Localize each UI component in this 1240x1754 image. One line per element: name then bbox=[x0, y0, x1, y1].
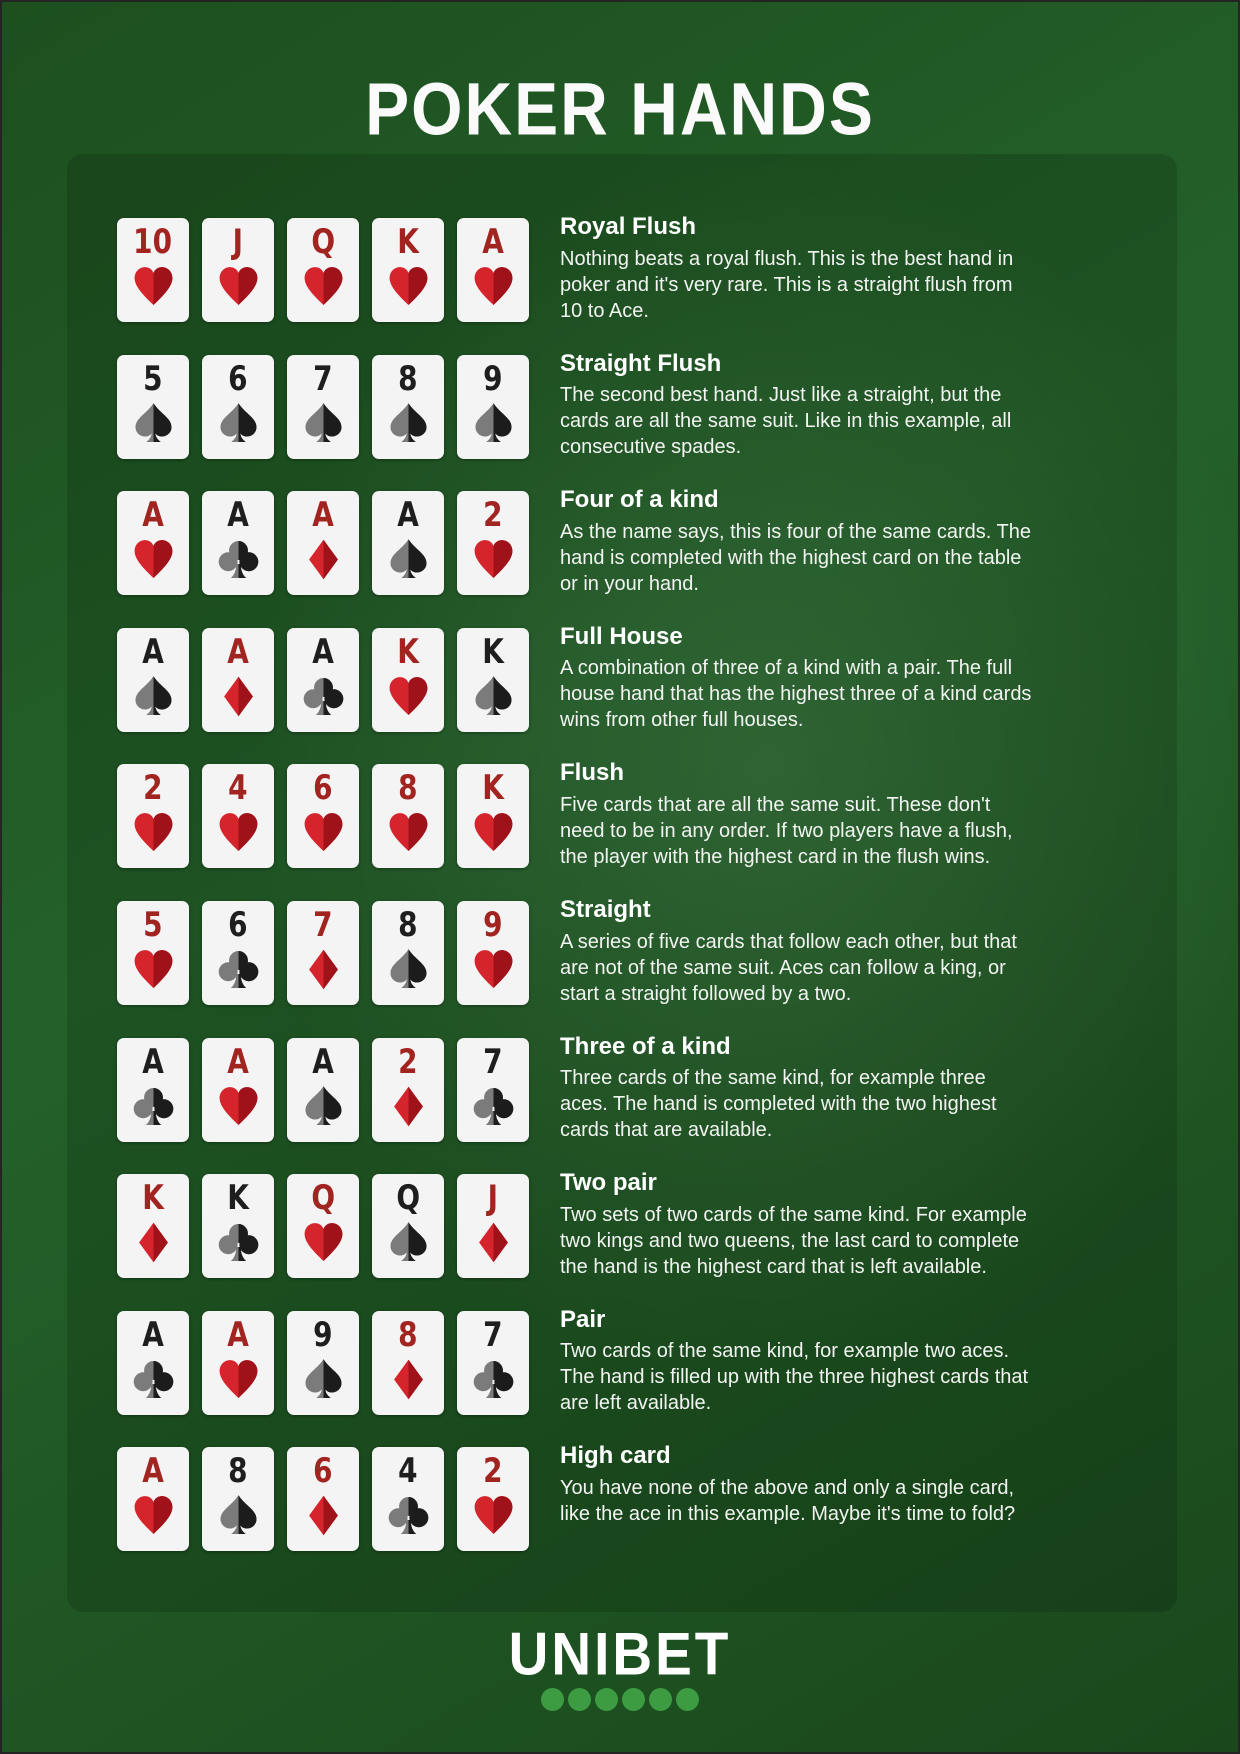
playing-card bbox=[117, 628, 189, 732]
spade-icon bbox=[216, 1493, 261, 1538]
card-rank: 7 bbox=[483, 1314, 503, 1355]
playing-card bbox=[117, 901, 189, 1005]
club-icon bbox=[471, 1084, 516, 1129]
footer bbox=[2, 1619, 1238, 1711]
brand-dot bbox=[622, 1688, 645, 1711]
card-rank: A bbox=[312, 631, 334, 672]
card-rank: J bbox=[232, 222, 244, 262]
spade-icon bbox=[471, 674, 516, 719]
playing-card bbox=[457, 1174, 529, 1278]
card-group bbox=[117, 764, 529, 868]
card-rank: A bbox=[482, 222, 504, 262]
playing-card bbox=[372, 901, 444, 1005]
club-icon bbox=[301, 674, 346, 719]
spade-icon bbox=[301, 1084, 346, 1129]
playing-card bbox=[117, 1447, 189, 1551]
club-icon bbox=[216, 537, 261, 582]
playing-card bbox=[287, 1447, 359, 1551]
spade-icon bbox=[471, 401, 516, 446]
heart-icon bbox=[131, 264, 176, 309]
spade-icon bbox=[131, 401, 176, 446]
card-rank: 4 bbox=[398, 1451, 418, 1492]
hand-row bbox=[117, 1442, 1177, 1551]
heart-icon bbox=[131, 810, 176, 855]
hand-row bbox=[117, 1305, 1177, 1417]
hand-info bbox=[560, 213, 1034, 324]
playing-card bbox=[372, 355, 444, 459]
playing-card bbox=[457, 218, 529, 322]
hand-name: Royal Flush bbox=[560, 213, 697, 240]
heart-icon bbox=[386, 264, 431, 309]
card-rank: 7 bbox=[313, 358, 333, 399]
card-group bbox=[117, 1447, 529, 1551]
playing-card bbox=[287, 628, 359, 732]
card-rank: J bbox=[487, 1178, 499, 1218]
card-rank: 2 bbox=[483, 495, 503, 535]
diamond-icon bbox=[301, 537, 346, 582]
hand-info bbox=[560, 1442, 1034, 1527]
hand-name: Pair bbox=[560, 1305, 606, 1333]
card-rank: 2 bbox=[483, 1451, 503, 1492]
playing-card bbox=[457, 1311, 529, 1415]
hand-info bbox=[560, 1033, 1034, 1144]
card-rank: A bbox=[312, 495, 334, 535]
card-rank: Q bbox=[311, 1178, 335, 1218]
diamond-icon bbox=[131, 1220, 176, 1265]
spade-icon bbox=[386, 947, 431, 992]
playing-card bbox=[202, 901, 274, 1005]
playing-card bbox=[287, 1038, 359, 1142]
playing-card bbox=[457, 1038, 529, 1142]
heart-icon bbox=[216, 1357, 261, 1402]
playing-card bbox=[287, 355, 359, 459]
card-rank: 9 bbox=[313, 1314, 333, 1355]
card-group bbox=[117, 491, 529, 595]
card-rank: 8 bbox=[398, 358, 418, 399]
diamond-icon bbox=[301, 947, 346, 992]
card-rank: A bbox=[227, 631, 249, 672]
card-rank: A bbox=[142, 1041, 164, 1082]
playing-card bbox=[457, 491, 529, 595]
hand-info bbox=[560, 350, 1034, 461]
card-rank: 2 bbox=[398, 1041, 418, 1082]
hand-info bbox=[560, 1306, 1034, 1417]
heart-icon bbox=[471, 1493, 516, 1538]
heart-icon bbox=[471, 947, 516, 992]
card-rank: A bbox=[142, 1314, 164, 1355]
heart-icon bbox=[216, 1084, 261, 1129]
card-rank: 4 bbox=[228, 768, 248, 809]
playing-card bbox=[202, 491, 274, 595]
hand-row bbox=[117, 1032, 1177, 1144]
hand-row bbox=[117, 622, 1177, 734]
heart-icon bbox=[131, 537, 176, 582]
hand-description: Three cards of the same kind, for example three aces. The hand is completed with the two highest cards that are available. bbox=[560, 1067, 997, 1142]
card-group bbox=[117, 1038, 529, 1142]
playing-card bbox=[202, 1311, 274, 1415]
hand-info bbox=[560, 759, 1034, 870]
playing-card bbox=[372, 218, 444, 322]
diamond-icon bbox=[471, 1220, 516, 1265]
playing-card bbox=[202, 218, 274, 322]
hand-row bbox=[117, 759, 1177, 870]
playing-card bbox=[117, 1174, 189, 1278]
playing-card bbox=[117, 764, 189, 868]
hand-description: Two sets of two cards of the same kind. For example two kings and two queens, the last card to complete the hand is the highest card that is left available. bbox=[560, 1203, 1027, 1278]
hand-row bbox=[117, 1169, 1177, 1280]
hand-row bbox=[117, 895, 1177, 1007]
playing-card bbox=[117, 1038, 189, 1142]
card-group bbox=[117, 1311, 529, 1415]
playing-card bbox=[117, 355, 189, 459]
card-rank: 8 bbox=[398, 1314, 418, 1355]
hand-info bbox=[560, 623, 1034, 734]
spade-icon bbox=[301, 1357, 346, 1402]
brand-dot bbox=[676, 1688, 699, 1711]
playing-card bbox=[457, 355, 529, 459]
playing-card bbox=[287, 218, 359, 322]
card-group bbox=[117, 355, 529, 459]
playing-card bbox=[372, 1447, 444, 1551]
club-icon bbox=[131, 1357, 176, 1402]
playing-card bbox=[372, 1311, 444, 1415]
club-icon bbox=[216, 1220, 261, 1265]
hand-description: As the name says, this is four of the same cards. The hand is completed with the highest card on the table or in your hand. bbox=[560, 520, 1031, 595]
card-rank: 7 bbox=[483, 1041, 503, 1082]
card-rank: 9 bbox=[483, 358, 503, 399]
hand-name: Four of a kind bbox=[560, 486, 719, 514]
hand-name: Three of a kind bbox=[560, 1032, 731, 1060]
card-rank: K bbox=[227, 1178, 249, 1218]
playing-card bbox=[287, 764, 359, 868]
playing-card bbox=[287, 1174, 359, 1278]
spade-icon bbox=[216, 401, 261, 446]
playing-card bbox=[372, 764, 444, 868]
heart-icon bbox=[386, 810, 431, 855]
card-rank: 5 bbox=[143, 905, 163, 945]
hand-info bbox=[560, 486, 1034, 597]
playing-card bbox=[457, 901, 529, 1005]
spade-icon bbox=[386, 401, 431, 446]
playing-card bbox=[457, 628, 529, 732]
card-group bbox=[117, 901, 529, 1005]
hands-panel bbox=[67, 154, 1177, 1612]
playing-card bbox=[287, 1311, 359, 1415]
card-rank: K bbox=[397, 222, 419, 262]
hand-name: Flush bbox=[560, 759, 624, 787]
hand-description: Nothing beats a royal flush. This is the best hand in poker and it's very rare. This is a straight flush from 10 to Ace. bbox=[560, 247, 1014, 322]
page-title: POKER HANDS bbox=[365, 67, 875, 151]
card-rank: K bbox=[482, 768, 504, 809]
diamond-icon bbox=[386, 1357, 431, 1402]
hand-row bbox=[117, 486, 1177, 597]
card-rank: A bbox=[142, 495, 164, 535]
heart-icon bbox=[471, 264, 516, 309]
card-rank: 8 bbox=[398, 768, 418, 809]
playing-card bbox=[202, 628, 274, 732]
hand-rows bbox=[117, 213, 1177, 1551]
card-rank: A bbox=[142, 1451, 164, 1492]
card-rank: 8 bbox=[228, 1451, 248, 1492]
spade-icon bbox=[131, 674, 176, 719]
diamond-icon bbox=[301, 1493, 346, 1538]
card-rank: 5 bbox=[143, 358, 163, 399]
hand-description: You have none of the above and only a single card, like the ace in this example. Maybe it's time to fold? bbox=[560, 1476, 1016, 1525]
heart-icon bbox=[301, 1220, 346, 1265]
club-icon bbox=[216, 947, 261, 992]
hand-description: A combination of three of a kind with a pair. The full house hand that has the highest three of a kind cards wins from other full houses. bbox=[560, 657, 1032, 732]
playing-card bbox=[202, 1447, 274, 1551]
playing-card bbox=[287, 491, 359, 595]
heart-icon bbox=[386, 674, 431, 719]
card-rank: A bbox=[227, 1041, 249, 1082]
card-rank: 6 bbox=[228, 905, 248, 945]
hand-name: High card bbox=[560, 1442, 671, 1470]
hand-info bbox=[560, 1169, 1034, 1280]
card-rank: 8 bbox=[398, 905, 418, 945]
playing-card bbox=[202, 1038, 274, 1142]
card-rank: 6 bbox=[228, 358, 248, 399]
playing-card bbox=[117, 1311, 189, 1415]
card-group bbox=[117, 218, 529, 322]
hand-name: Full House bbox=[560, 622, 683, 650]
playing-card bbox=[202, 1174, 274, 1278]
card-rank: Q bbox=[396, 1178, 420, 1218]
card-rank: 9 bbox=[483, 905, 503, 945]
heart-icon bbox=[471, 537, 516, 582]
diamond-icon bbox=[216, 674, 261, 719]
card-rank: 7 bbox=[313, 905, 333, 945]
playing-card bbox=[457, 1447, 529, 1551]
card-rank: 2 bbox=[143, 768, 163, 809]
card-rank: A bbox=[227, 1314, 249, 1355]
playing-card bbox=[117, 218, 189, 322]
brand-dot bbox=[568, 1688, 591, 1711]
card-rank: K bbox=[482, 631, 504, 672]
heart-icon bbox=[131, 1493, 176, 1538]
playing-card bbox=[372, 1174, 444, 1278]
spade-icon bbox=[301, 401, 346, 446]
hand-info bbox=[560, 896, 1034, 1007]
heart-icon bbox=[216, 264, 261, 309]
spade-icon bbox=[386, 537, 431, 582]
card-rank: 6 bbox=[313, 1451, 333, 1492]
card-rank: A bbox=[142, 631, 164, 672]
brand-dot bbox=[541, 1688, 564, 1711]
club-icon bbox=[386, 1493, 431, 1538]
hand-row bbox=[117, 349, 1177, 461]
brand-dot bbox=[649, 1688, 672, 1711]
heart-icon bbox=[301, 264, 346, 309]
heart-icon bbox=[471, 810, 516, 855]
card-group bbox=[117, 628, 529, 732]
brand-logo: UNIBET bbox=[508, 1619, 732, 1688]
brand-dots bbox=[2, 1688, 1238, 1711]
club-icon bbox=[471, 1357, 516, 1402]
heart-icon bbox=[131, 947, 176, 992]
playing-card bbox=[202, 355, 274, 459]
hand-description: Two cards of the same kind, for example two aces. The hand is filled up with the three highest cards that are left available. bbox=[560, 1340, 1029, 1415]
hand-name: Straight bbox=[560, 895, 651, 923]
card-rank: A bbox=[312, 1041, 334, 1082]
card-rank: 10 bbox=[133, 222, 173, 262]
card-group bbox=[117, 1174, 529, 1278]
card-rank: A bbox=[227, 495, 249, 535]
playing-card bbox=[202, 764, 274, 868]
card-rank: K bbox=[397, 631, 419, 672]
card-rank: 6 bbox=[313, 768, 333, 809]
playing-card bbox=[372, 1038, 444, 1142]
spade-icon bbox=[386, 1220, 431, 1265]
heart-icon bbox=[301, 810, 346, 855]
playing-card bbox=[287, 901, 359, 1005]
playing-card bbox=[117, 491, 189, 595]
card-rank: A bbox=[397, 495, 419, 535]
diamond-icon bbox=[386, 1084, 431, 1129]
hand-description: The second best hand. Just like a straight, but the cards are all the same suit. Like in this example, all consecutive spades. bbox=[560, 384, 1012, 459]
hand-description: Five cards that are all the same suit. These don't need to be in any order. If two players have a flush, the player with the highest card in the flush wins. bbox=[560, 793, 1013, 868]
card-rank: K bbox=[142, 1178, 164, 1218]
hand-row bbox=[117, 213, 1177, 324]
playing-card bbox=[457, 764, 529, 868]
club-icon bbox=[131, 1084, 176, 1129]
heart-icon bbox=[216, 810, 261, 855]
hand-description: A series of five cards that follow each other, but that are not of the same suit. Aces can follow a king, or start a straight followed by a two. bbox=[560, 930, 1017, 1005]
playing-card bbox=[372, 491, 444, 595]
card-rank: Q bbox=[311, 222, 335, 262]
hand-name: Two pair bbox=[560, 1169, 657, 1197]
playing-card bbox=[372, 628, 444, 732]
brand-dot bbox=[595, 1688, 618, 1711]
hand-name: Straight Flush bbox=[560, 349, 722, 377]
